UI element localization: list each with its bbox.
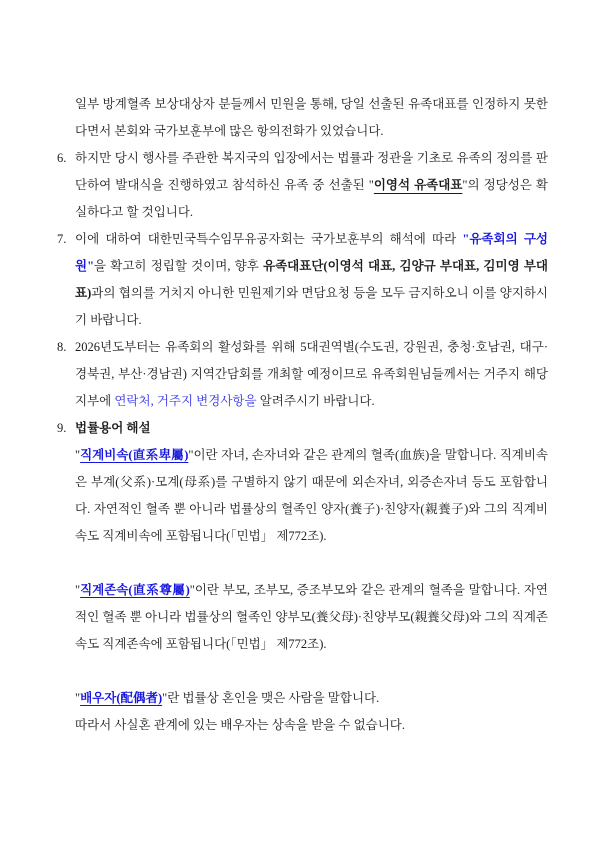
bereaved-council-member-emphasis: "유족회의 구성원" bbox=[75, 232, 548, 273]
paragraph-spacer bbox=[57, 658, 548, 685]
text-run: "이란 자녀, 손자녀와 같은 관계의 혈족(血族)을 말합니다. 직계비속은 부계(父系)·모계(母系)를 구별하지 않기 때문에 외손자녀, 외증손자녀 등도 포함합니다. 자연적인 혈족 뿐 아니라 법률상의 혈족인 양자(養子)·친양자(親養子)와 그의 직계비속도 직계비속에 포함됩니다(「민법」 제772조). bbox=[75, 448, 548, 543]
text-run: " bbox=[75, 448, 81, 462]
list-item-number: 7. bbox=[57, 232, 67, 246]
term-link-direct-descendant[interactable]: 직계비속(直系卑屬) bbox=[80, 448, 189, 462]
text-run: " bbox=[75, 691, 81, 705]
representative-delegation-bold: 유족대표단(이영석 대표, 김양규 부대표, 김미영 부대표) bbox=[75, 259, 548, 300]
list-item-text bbox=[75, 334, 548, 415]
text-run: 을 확고히 정립할 것이며, 향후 bbox=[94, 259, 264, 273]
text-run: "의 정당성은 확실하다고 할 것입니다. bbox=[75, 178, 548, 219]
text-run: 하지만 당시 행사를 주관한 복지국의 입장에서는 법률과 정관을 기초로 유족의 정의를 판단하여 발대식을 진행하였고 참석하신 유족 중 선출된 " bbox=[75, 151, 548, 192]
list-item-text bbox=[75, 226, 548, 334]
definition-spouse-note bbox=[75, 712, 548, 739]
list-item-8 bbox=[57, 334, 548, 415]
list-item-6 bbox=[57, 145, 548, 226]
list-item-text bbox=[75, 145, 548, 226]
text-run: " bbox=[75, 583, 81, 597]
text-run: "이란 부모, 조부모, 증조부모와 같은 관계의 혈족을 말합니다. 자연적인 혈족 뿐 아니라 법률상의 혈족인 양부모(養父母)·친양부모(親養父母)와 그의 직계존속도 직계존속에 포함됩니다(「민법」 제772조). bbox=[75, 583, 548, 651]
legal-terms-heading: 법률용어 해설 bbox=[75, 421, 151, 435]
paragraph-spacer bbox=[57, 550, 548, 577]
text-run: 일부 방계혈족 보상대상자 분들께서 민원을 통해, 당일 선출된 유족대표를 인정하지 못한다면서 본회와 국가보훈부에 많은 항의전화가 있었습니다. bbox=[75, 97, 548, 138]
text-run: "란 법률상 혼인을 맺은 사람을 말합니다. bbox=[162, 691, 380, 705]
definition-direct-descendant bbox=[75, 442, 548, 550]
text-run: 2026년도부터는 유족회의 활성화를 위해 5대권역별(수도권, 강원권, 충청·호남권, 대구·경북권, 부산·경남권) 지역간담회를 개최할 예정이므로 유족회원님들께서는 거주지 해당 지부에 bbox=[75, 340, 548, 408]
term-link-direct-ascendant[interactable]: 직계존속(直系尊屬) bbox=[80, 583, 190, 597]
list-item-number: 6. bbox=[57, 151, 67, 165]
text-run: 알려주시기 바랍니다. bbox=[256, 394, 375, 408]
list-item-text bbox=[75, 415, 548, 442]
term-link-spouse[interactable]: 배우자(配偶者) bbox=[80, 691, 163, 705]
text-run: 과의 협의를 거치지 아니한 민원제기와 면담요청 등을 모두 금지하오니 이를 양지하시기 바랍니다. bbox=[75, 286, 548, 327]
list-item-7 bbox=[57, 226, 548, 334]
definition-spouse bbox=[75, 685, 548, 712]
selected-representative-emphasis: 이영석 유족대표 bbox=[373, 178, 463, 192]
list-item-number: 8. bbox=[57, 340, 67, 354]
list-item-number: 9. bbox=[57, 421, 67, 435]
definition-direct-ascendant bbox=[75, 577, 548, 658]
list-item-9 bbox=[57, 415, 548, 442]
contact-address-change-highlight: 연락처, 거주지 변경사항을 bbox=[114, 394, 257, 408]
text-run: 따라서 사실혼 관계에 있는 배우자는 상속을 받을 수 없습니다. bbox=[75, 718, 406, 732]
paragraph-continuation bbox=[75, 91, 548, 145]
text-run: 이에 대하여 대한민국특수임무유공자회는 국가보훈부의 해석에 따라 bbox=[75, 232, 463, 246]
